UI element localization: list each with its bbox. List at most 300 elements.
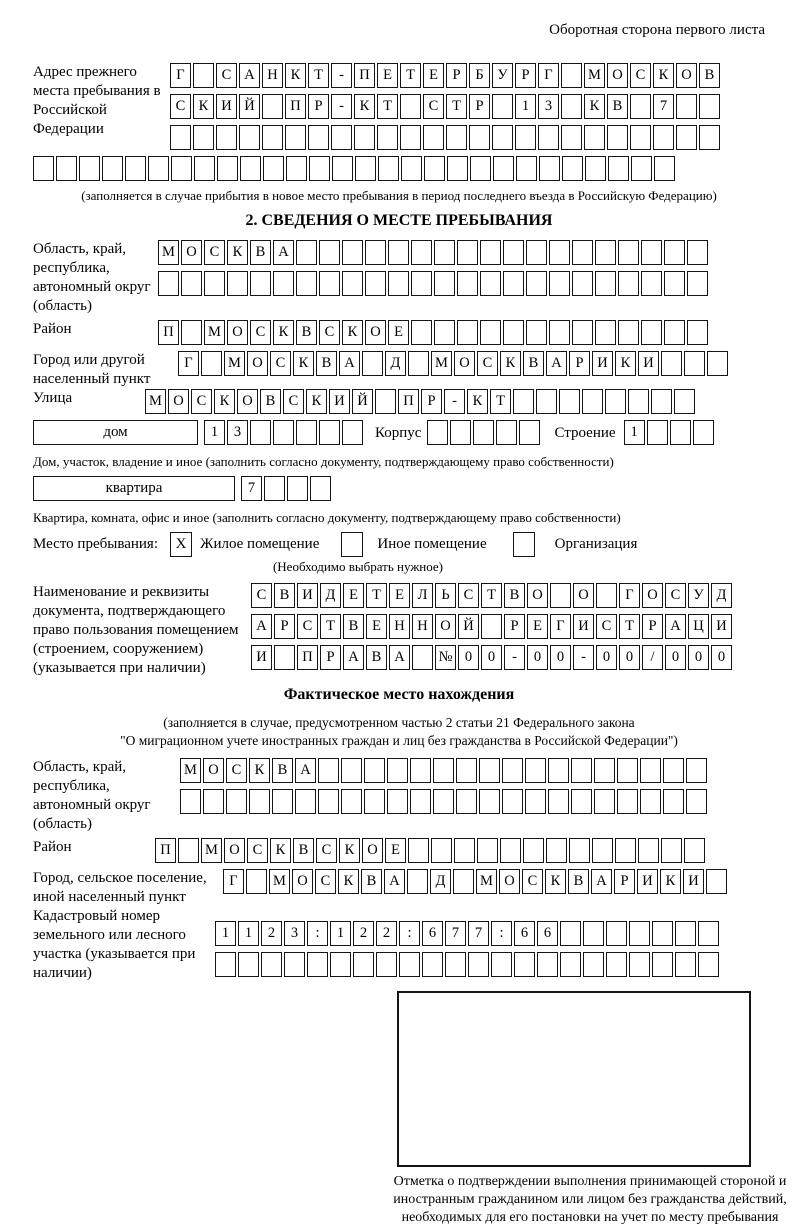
form-cell [638,838,659,863]
form-cell: Р [320,645,341,670]
form-cell [330,952,351,977]
form-cell [407,869,428,894]
stay-option-organization-label: Организация [554,536,638,552]
form-cell: К [660,869,681,894]
cell-row [145,389,697,416]
form-cell: Е [423,63,444,88]
form-cell [310,476,331,501]
form-cell: И [297,583,318,608]
page-side-note: Оборотная сторона первого листа [549,22,765,38]
document-field [33,583,765,678]
form-cell: В [343,614,364,639]
form-cell [594,758,615,783]
form-cell: А [546,351,567,376]
form-cell [203,789,224,814]
stamp-area [390,991,790,1227]
form-cell [410,758,431,783]
form-cell: 6 [537,921,558,946]
form-cell [423,125,444,150]
form-cell [261,952,282,977]
form-cell [411,271,432,296]
form-cell: Л [412,583,433,608]
cadastral-label: Кадастровый номер земельного или лесного участка (указывается при наличии) [33,908,196,981]
form-cell [364,789,385,814]
form-cell: М [269,869,290,894]
form-cell [456,758,477,783]
form-cell [641,240,662,265]
form-cell: 6 [514,921,535,946]
form-cell: А [389,645,410,670]
form-cell [684,351,705,376]
form-cell: А [384,869,405,894]
form-cell: Т [446,94,467,119]
form-cell [456,789,477,814]
form-cell [446,125,467,150]
cell-row [251,614,734,641]
form-cell: И [638,351,659,376]
form-cell: О [676,63,697,88]
form-cell: 0 [596,645,617,670]
form-cell: А [295,758,316,783]
form-cell [481,614,502,639]
form-cell [262,94,283,119]
form-cell [308,125,329,150]
form-cell [561,94,582,119]
form-cell [631,156,652,181]
form-cell: 7 [468,921,489,946]
form-cell: 2 [261,921,282,946]
form-cell [354,125,375,150]
form-cell [427,420,448,445]
city-field [33,351,765,389]
cell-row [170,125,722,152]
form-cell [516,156,537,181]
form-cell [514,952,535,977]
form-cell [617,758,638,783]
form-cell [664,271,685,296]
form-cell [686,789,707,814]
prev-address-rows [170,63,722,156]
form-cell [548,789,569,814]
form-cell [684,838,705,863]
form-cell [296,240,317,265]
cell-row [158,271,710,298]
form-cell [523,838,544,863]
form-cell [193,63,214,88]
actual-location-caption-1: (заполняется в случае, предусмотренном частью 2 статьи 21 Федерального закона [163,715,635,730]
form-cell [239,125,260,150]
form-cell: Е [527,614,548,639]
form-cell: П [158,320,179,345]
form-cell [434,271,455,296]
form-cell [453,869,474,894]
form-cell: С [316,838,337,863]
form-cell: Г [619,583,640,608]
form-cell [295,789,316,814]
form-cell: 0 [550,645,571,670]
form-cell: 1 [215,921,236,946]
form-cell [399,952,420,977]
korpus-label: Корпус [375,425,422,441]
form-cell [617,789,638,814]
form-cell: И [251,645,272,670]
form-cell: Д [320,583,341,608]
form-cell [561,63,582,88]
form-cell: О [168,389,189,414]
form-cell: 0 [481,645,502,670]
prev-address-caption: (заполняется в случае прибытия в новое место пребывания в период последнего въезда в Российскую Федерацию) [81,188,717,203]
apartment-label: квартира [105,480,163,496]
form-cell [377,125,398,150]
form-cell [663,758,684,783]
form-cell: К [615,351,636,376]
form-cell: В [274,583,295,608]
form-cell [583,952,604,977]
form-cell: О [642,583,663,608]
form-cell: М [584,63,605,88]
cell-row [251,645,734,672]
cell-row [215,952,721,979]
form-cell: М [145,389,166,414]
form-cell: Й [239,94,260,119]
form-cell: С [596,614,617,639]
form-cell: Е [388,320,409,345]
form-cell [365,240,386,265]
form-cell: О [237,389,258,414]
form-cell [274,645,295,670]
form-cell: П [155,838,176,863]
form-cell: С [522,869,543,894]
form-cell [654,156,675,181]
form-cell: 0 [619,645,640,670]
form-cell [546,838,567,863]
form-cell [628,389,649,414]
form-cell: 6 [422,921,443,946]
form-cell: С [216,63,237,88]
form-cell: 3 [227,420,248,445]
cadastral-field [33,907,765,983]
form-cell: О [365,320,386,345]
form-cell [296,271,317,296]
form-cell: С [665,583,686,608]
form-cell: К [653,63,674,88]
form-cell: А [239,63,260,88]
form-cell [572,320,593,345]
form-cell: 1 [624,420,645,445]
section2-title: 2. СВЕДЕНИЯ О МЕСТЕ ПРЕБЫВАНИЯ [245,212,553,229]
form-cell: О [573,583,594,608]
form-cell: С [423,94,444,119]
cell-row [215,921,721,948]
apartment-row [33,476,765,507]
form-cell [193,125,214,150]
cell-row [170,94,722,121]
form-cell [178,838,199,863]
form-cell [629,952,650,977]
form-cell [342,271,363,296]
form-cell [675,952,696,977]
form-cell [387,758,408,783]
form-cell [618,320,639,345]
form-cell: 0 [711,645,732,670]
actual-region-field [33,758,765,834]
form-cell [606,921,627,946]
house-caption: Дом, участок, владение и иное (заполнить согласно документу, подтверждающему право собственности) [33,454,614,469]
form-cell [262,125,283,150]
form-cell: О [362,838,383,863]
form-cell [502,758,523,783]
house-label-box [33,420,198,445]
form-cell: / [642,645,663,670]
actual-city-field [33,869,765,907]
form-cell: О [247,351,268,376]
form-cell [594,789,615,814]
form-cell: А [665,614,686,639]
form-cell [503,240,524,265]
form-cell [272,789,293,814]
document-label: Наименование и реквизиты документа, подтверждающего право пользования помещением (строением, сооружением) (указывается при наличии) [33,584,239,676]
cell-row [158,320,710,347]
form-cell [387,789,408,814]
form-cell: 1 [238,921,259,946]
form-cell [513,389,534,414]
form-cell [674,389,695,414]
form-cell [698,952,719,977]
form-cell: П [297,645,318,670]
region-rows [158,240,710,302]
form-cell [318,758,339,783]
form-cell: К [273,320,294,345]
form-cell: Д [385,351,406,376]
form-cell: А [591,869,612,894]
apartment-label-box [33,476,235,501]
form-cell [401,156,422,181]
form-cell: П [398,389,419,414]
form-cell [378,156,399,181]
form-cell: У [688,583,709,608]
form-cell: Р [569,351,590,376]
form-cell [687,240,708,265]
form-cell: В [250,240,271,265]
form-cell: С [204,240,225,265]
form-cell: - [504,645,525,670]
form-cell: И [329,389,350,414]
form-cell [536,389,557,414]
form-cell [445,952,466,977]
form-cell: Е [343,583,364,608]
form-cell: Н [389,614,410,639]
form-cell: К [545,869,566,894]
form-cell: - [444,389,465,414]
form-cell: 2 [376,921,397,946]
form-cell: Р [308,94,329,119]
form-cell: С [630,63,651,88]
form-cell: Ь [435,583,456,608]
form-cell [411,320,432,345]
form-cell [539,156,560,181]
form-cell: С [247,838,268,863]
form-cell [332,156,353,181]
form-cell [687,271,708,296]
form-cell [319,420,340,445]
house-row [33,420,765,451]
cadastral-rows [215,921,721,983]
form-cell: К [500,351,521,376]
form-cell [102,156,123,181]
form-cell [525,789,546,814]
form-cell [698,921,719,946]
form-cell [549,271,570,296]
form-cell: О [227,320,248,345]
form-cell: С [170,94,191,119]
form-cell: 7 [653,94,674,119]
form-cell [582,389,603,414]
form-cell: В [361,869,382,894]
form-cell [595,240,616,265]
form-cell [640,789,661,814]
form-cell [653,125,674,150]
form-cell [226,789,247,814]
form-cell [630,94,651,119]
form-cell: В [568,869,589,894]
form-cell [180,789,201,814]
form-cell [562,156,583,181]
form-cell: С [191,389,212,414]
form-cell: С [315,869,336,894]
form-cell: Н [262,63,283,88]
form-cell: О [224,838,245,863]
form-cell [503,271,524,296]
form-cell [287,476,308,501]
form-cell: М [476,869,497,894]
form-cell [492,94,513,119]
form-cell [615,838,636,863]
region-label: Область, край, республика, автономный округ (область) [33,241,151,314]
form-cell [204,271,225,296]
stay-option-residential-label: Жилое помещение [200,536,320,552]
form-cell: Т [366,583,387,608]
form-cell [447,156,468,181]
form-cell [286,156,307,181]
form-cell: Р [421,389,442,414]
form-cell [250,420,271,445]
form-cell [181,320,202,345]
form-cell [606,952,627,977]
form-cell: 1 [330,921,351,946]
form-cell: К [306,389,327,414]
form-cell [181,271,202,296]
form-cell [171,156,192,181]
form-cell [515,125,536,150]
form-cell: 2 [353,921,374,946]
form-cell [629,921,650,946]
cell-row [180,758,709,785]
form-cell: М [431,351,452,376]
form-cell [630,125,651,150]
form-cell [158,271,179,296]
form-cell: Д [430,869,451,894]
form-cell: С [297,614,318,639]
form-cell: М [204,320,225,345]
form-cell [342,240,363,265]
form-cell: У [492,63,513,88]
form-cell [217,156,238,181]
form-cell [693,420,714,445]
form-cell [583,921,604,946]
form-cell: 7 [241,476,262,501]
form-cell: Б [469,63,490,88]
form-cell: И [592,351,613,376]
form-cell: О [181,240,202,265]
form-cell: : [307,921,328,946]
form-cell [319,271,340,296]
form-cell [227,271,248,296]
form-cell [652,952,673,977]
form-cell [400,94,421,119]
form-cell: А [251,614,272,639]
form-cell: К [584,94,605,119]
form-cell [408,838,429,863]
form-cell: Й [458,614,479,639]
form-cell [410,789,431,814]
form-cell [56,156,77,181]
form-cell: : [491,921,512,946]
form-cell [296,420,317,445]
korpus-cells [427,420,542,447]
form-cell [595,320,616,345]
house-label: дом [103,424,128,440]
form-cell: Г [538,63,559,88]
form-cell [496,420,517,445]
form-cell [675,921,696,946]
form-cell: 0 [458,645,479,670]
form-cell [640,758,661,783]
checkbox-other-premises [341,532,363,557]
form-cell: В [272,758,293,783]
form-cell: И [711,614,732,639]
registration-stamp-box [397,991,751,1167]
form-cell [331,125,352,150]
stroenie-cells [624,420,716,447]
district-label: Район [33,321,72,337]
form-cell [273,271,294,296]
city-label: Город или другой населенный пункт [33,352,151,387]
form-cell: К [227,240,248,265]
form-cell: 0 [527,645,548,670]
form-cell: П [285,94,306,119]
form-cell: В [607,94,628,119]
form-cell [560,952,581,977]
actual-district-label: Район [33,839,72,855]
form-cell: Н [412,614,433,639]
form-cell [699,125,720,150]
form-cell [469,125,490,150]
actual-location-title: Фактическое место нахождения [283,686,515,703]
form-cell [526,271,547,296]
form-cell [388,240,409,265]
form-cell: 0 [665,645,686,670]
street-label: Улица [33,390,73,406]
form-cell [652,921,673,946]
form-cell [309,156,330,181]
form-cell [670,420,691,445]
form-cell: К [354,94,375,119]
form-cell [318,789,339,814]
form-cell: 3 [538,94,559,119]
form-cell [307,952,328,977]
form-cell [664,320,685,345]
actual-location-caption-2: "О миграционном учете иностранных граждан и лиц без гражданства в Российской Федерации") [120,733,678,748]
